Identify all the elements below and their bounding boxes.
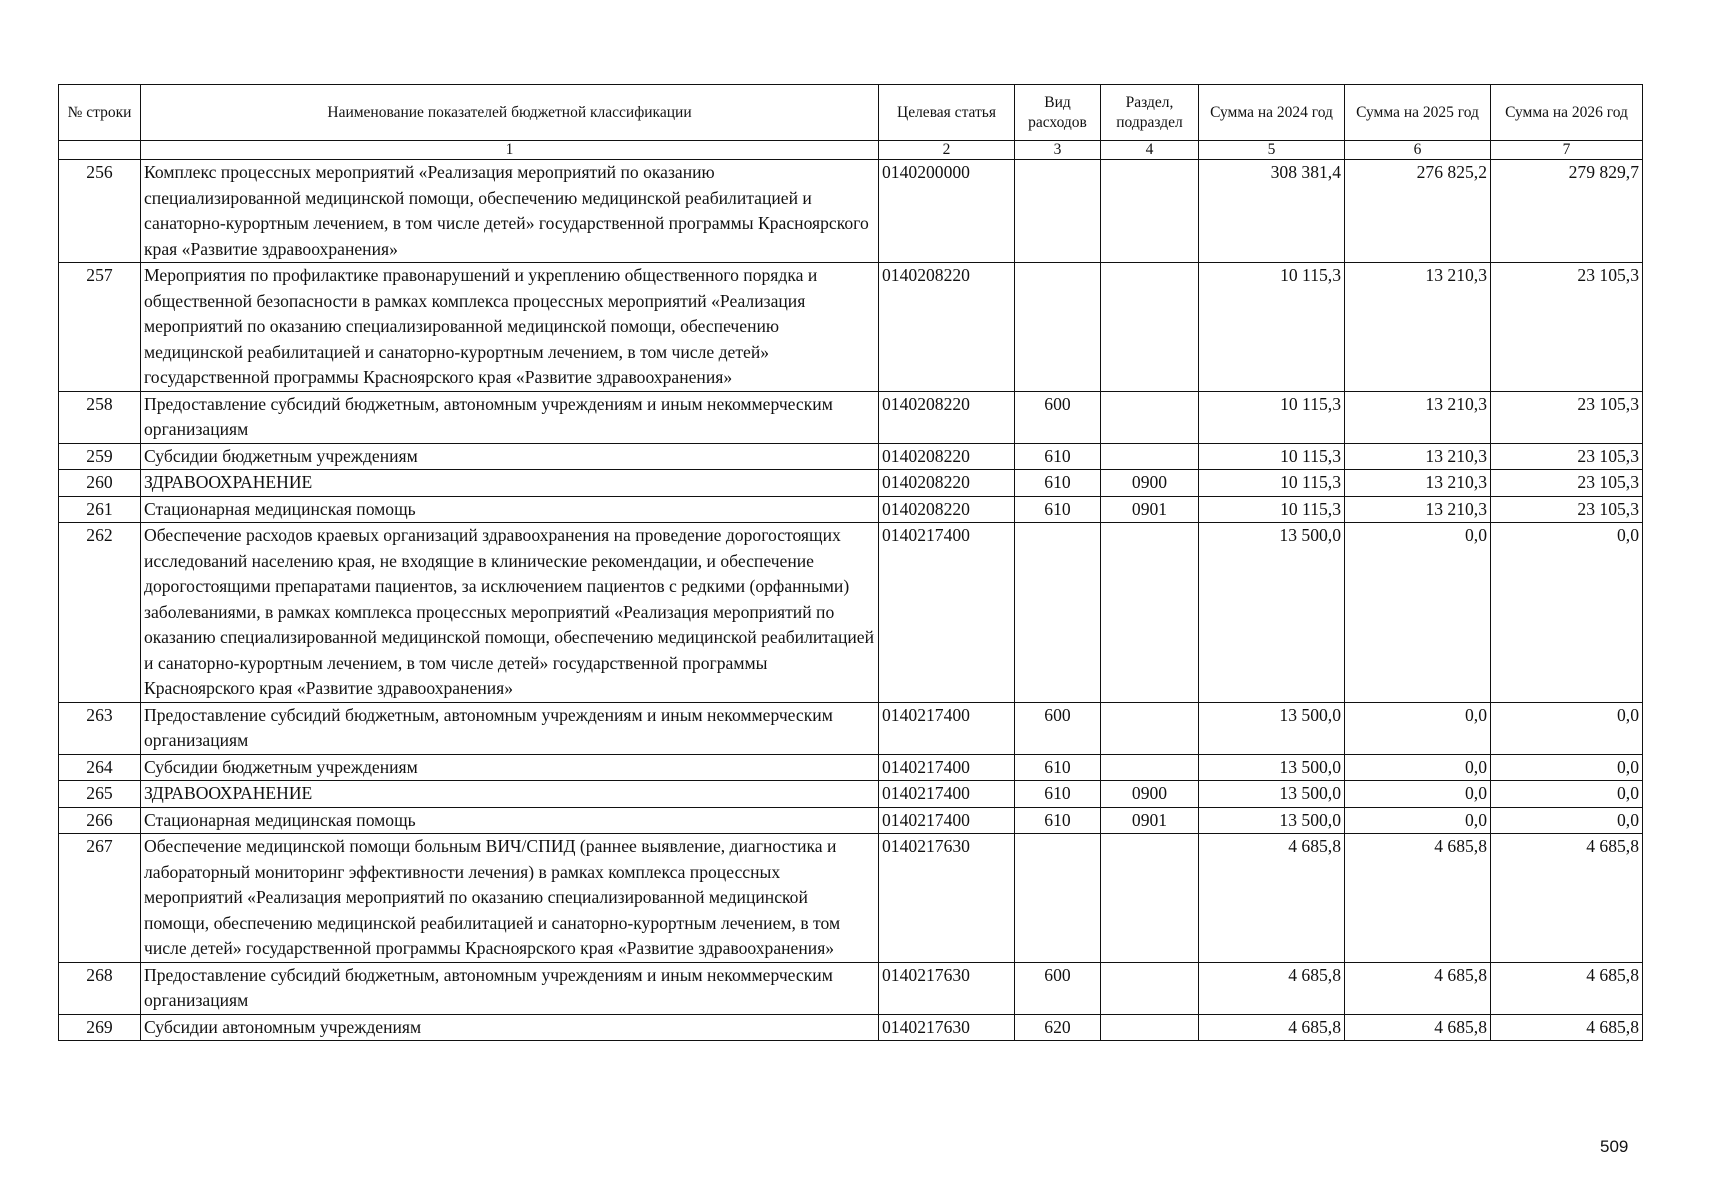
column-number [59,141,141,160]
section-cell: 0900 [1101,470,1199,497]
sum-2024-cell: 10 115,3 [1199,391,1345,443]
target-article-cell: 0140208220 [879,391,1015,443]
table-row [59,391,1643,443]
table-row [59,754,1643,781]
header-section: Раздел, подраздел [1101,85,1199,141]
sum-2024-cell: 13 500,0 [1199,781,1345,808]
sum-2024-cell: 308 381,4 [1199,160,1345,263]
expense-type-cell [1015,523,1101,703]
row-number-cell: 258 [59,391,141,443]
sum-2024-cell: 10 115,3 [1199,470,1345,497]
expense-type-cell: 600 [1015,702,1101,754]
table-header [59,85,1643,160]
header-sum-2024: Сумма на 2024 год [1199,85,1345,141]
row-number-cell: 262 [59,523,141,703]
budget-table [58,84,1643,1041]
indicator-name-cell: Предоставление субсидий бюджетным, автономным учреждениям и иным некоммерческим организациям [141,962,879,1014]
table-row [59,523,1643,703]
row-number-cell: 265 [59,781,141,808]
sum-2025-cell: 0,0 [1345,781,1491,808]
indicator-name-cell: Мероприятия по профилактике правонарушений и укреплению общественного порядка и общественной безопасности в рамках комплекса процессных мероприятий «Реализация мероприятий по оказанию специализированной медицинской помощи, обеспечению медицинской реабилитацией и санаторно-курортным лечением, в том числе детей» государственной программы Красноярского края «Развитие здравоохранения» [141,263,879,392]
section-cell [1101,160,1199,263]
table-row [59,702,1643,754]
table-row [59,470,1643,497]
column-number: 3 [1015,141,1101,160]
row-number-cell: 269 [59,1014,141,1041]
section-cell: 0901 [1101,807,1199,834]
column-numbers-row [59,141,1643,160]
column-number: 6 [1345,141,1491,160]
section-cell [1101,962,1199,1014]
column-number: 7 [1491,141,1643,160]
section-cell [1101,263,1199,392]
expense-type-cell: 600 [1015,962,1101,1014]
sum-2025-cell: 13 210,3 [1345,263,1491,392]
header-sum-2026: Сумма на 2026 год [1491,85,1643,141]
expense-type-cell: 600 [1015,391,1101,443]
indicator-name-cell: Обеспечение медицинской помощи больным ВИЧ/СПИД (раннее выявление, диагностика и лабораторный мониторинг эффективности лечения) в рамках комплекса процессных мероприятий «Реализация мероприятий по оказанию специализированной медицинской помощи, обеспечению медицинской реабилитацией и санаторно-курортным лечением, в том числе детей» государственной программы Красноярского края «Развитие здравоохранения» [141,834,879,963]
header-row-no: № строки [59,85,141,141]
sum-2025-cell: 276 825,2 [1345,160,1491,263]
target-article-cell: 0140208220 [879,443,1015,470]
target-article-cell: 0140208220 [879,263,1015,392]
target-article-cell: 0140217630 [879,834,1015,963]
sum-2024-cell: 10 115,3 [1199,443,1345,470]
expense-type-cell: 610 [1015,443,1101,470]
sum-2024-cell: 13 500,0 [1199,523,1345,703]
budget-sheet [58,84,1643,1041]
sum-2026-cell: 279 829,7 [1491,160,1643,263]
target-article-cell: 0140217400 [879,807,1015,834]
target-article-cell: 0140217400 [879,781,1015,808]
sum-2026-cell: 23 105,3 [1491,443,1643,470]
sum-2026-cell: 4 685,8 [1491,834,1643,963]
sum-2024-cell: 4 685,8 [1199,962,1345,1014]
sum-2025-cell: 4 685,8 [1345,962,1491,1014]
section-cell [1101,702,1199,754]
sum-2026-cell: 0,0 [1491,523,1643,703]
indicator-name-cell: Предоставление субсидий бюджетным, автономным учреждениям и иным некоммерческим организациям [141,391,879,443]
sum-2026-cell: 0,0 [1491,807,1643,834]
indicator-name-cell: ЗДРАВООХРАНЕНИЕ [141,470,879,497]
sum-2026-cell: 23 105,3 [1491,263,1643,392]
table-row [59,834,1643,963]
sum-2026-cell: 0,0 [1491,781,1643,808]
table-row [59,160,1643,263]
row-number-cell: 266 [59,807,141,834]
target-article-cell: 0140208220 [879,496,1015,523]
target-article-cell: 0140217400 [879,702,1015,754]
column-number: 4 [1101,141,1199,160]
table-row [59,962,1643,1014]
row-number-cell: 261 [59,496,141,523]
expense-type-cell: 610 [1015,807,1101,834]
indicator-name-cell: Стационарная медицинская помощь [141,807,879,834]
sum-2026-cell: 0,0 [1491,702,1643,754]
target-article-cell: 0140217630 [879,962,1015,1014]
sum-2025-cell: 13 210,3 [1345,443,1491,470]
column-number: 2 [879,141,1015,160]
expense-type-cell: 610 [1015,470,1101,497]
indicator-name-cell: Предоставление субсидий бюджетным, автономным учреждениям и иным некоммерческим организациям [141,702,879,754]
indicator-name-cell: Обеспечение расходов краевых организаций здравоохранения на проведение дорогостоящих исследований населению края, не входящие в клинические рекомендации, и обеспечение дорогостоящими препаратами пациентов, за исключением пациентов с редкими (орфанными) заболеваниями, в рамках комплекса процессных мероприятий «Реализация мероприятий по оказанию специализированной медицинской помощи, обеспечению медицинской реабилитацией и санаторно-курортным лечением, в том числе детей» государственной программы Красноярского края «Развитие здравоохранения» [141,523,879,703]
column-number: 1 [141,141,879,160]
row-number-cell: 256 [59,160,141,263]
sum-2026-cell: 4 685,8 [1491,962,1643,1014]
indicator-name-cell: ЗДРАВООХРАНЕНИЕ [141,781,879,808]
sum-2025-cell: 0,0 [1345,807,1491,834]
sum-2025-cell: 4 685,8 [1345,834,1491,963]
row-number-cell: 257 [59,263,141,392]
sum-2024-cell: 4 685,8 [1199,1014,1345,1041]
expense-type-cell [1015,160,1101,263]
sum-2025-cell: 0,0 [1345,523,1491,703]
expense-type-cell: 610 [1015,496,1101,523]
sum-2025-cell: 0,0 [1345,754,1491,781]
section-cell [1101,523,1199,703]
row-number-cell: 267 [59,834,141,963]
indicator-name-cell: Стационарная медицинская помощь [141,496,879,523]
indicator-name-cell: Субсидии бюджетным учреждениям [141,443,879,470]
expense-type-cell: 610 [1015,781,1101,808]
sum-2026-cell: 4 685,8 [1491,1014,1643,1041]
table-row [59,496,1643,523]
row-number-cell: 260 [59,470,141,497]
sum-2025-cell: 13 210,3 [1345,470,1491,497]
sum-2026-cell: 23 105,3 [1491,470,1643,497]
indicator-name-cell: Субсидии бюджетным учреждениям [141,754,879,781]
section-cell [1101,754,1199,781]
sum-2025-cell: 13 210,3 [1345,496,1491,523]
column-number: 5 [1199,141,1345,160]
sum-2024-cell: 10 115,3 [1199,496,1345,523]
sum-2024-cell: 13 500,0 [1199,807,1345,834]
section-cell [1101,1014,1199,1041]
expense-type-cell: 620 [1015,1014,1101,1041]
expense-type-cell [1015,263,1101,392]
row-number-cell: 268 [59,962,141,1014]
indicator-name-cell: Субсидии автономным учреждениям [141,1014,879,1041]
expense-type-cell: 610 [1015,754,1101,781]
header-sum-2025: Сумма на 2025 год [1345,85,1491,141]
section-cell [1101,834,1199,963]
section-cell: 0900 [1101,781,1199,808]
header-expense-type: Вид расходов [1015,85,1101,141]
indicator-name-cell: Комплекс процессных мероприятий «Реализация мероприятий по оказанию специализированной медицинской помощи, обеспечению медицинской реабилитацией и санаторно-курортным лечением, в том числе детей» государственной программы Красноярского края «Развитие здравоохранения» [141,160,879,263]
row-number-cell: 263 [59,702,141,754]
row-number-cell: 264 [59,754,141,781]
header-target: Целевая статья [879,85,1015,141]
table-row [59,807,1643,834]
page-number: 509 [1600,1137,1629,1156]
sum-2025-cell: 0,0 [1345,702,1491,754]
sum-2025-cell: 13 210,3 [1345,391,1491,443]
table-row [59,443,1643,470]
sum-2026-cell: 0,0 [1491,754,1643,781]
header-name: Наименование показателей бюджетной классификации [141,85,879,141]
sum-2024-cell: 13 500,0 [1199,702,1345,754]
table-row [59,1014,1643,1041]
table-row [59,781,1643,808]
sum-2024-cell: 13 500,0 [1199,754,1345,781]
table-body [59,160,1643,1041]
target-article-cell: 0140217400 [879,523,1015,703]
target-article-cell: 0140200000 [879,160,1015,263]
sum-2026-cell: 23 105,3 [1491,391,1643,443]
sum-2025-cell: 4 685,8 [1345,1014,1491,1041]
table-row [59,263,1643,392]
section-cell [1101,443,1199,470]
target-article-cell: 0140217400 [879,754,1015,781]
target-article-cell: 0140208220 [879,470,1015,497]
section-cell: 0901 [1101,496,1199,523]
row-number-cell: 259 [59,443,141,470]
section-cell [1101,391,1199,443]
target-article-cell: 0140217630 [879,1014,1015,1041]
sum-2024-cell: 10 115,3 [1199,263,1345,392]
sum-2026-cell: 23 105,3 [1491,496,1643,523]
expense-type-cell [1015,834,1101,963]
sum-2024-cell: 4 685,8 [1199,834,1345,963]
